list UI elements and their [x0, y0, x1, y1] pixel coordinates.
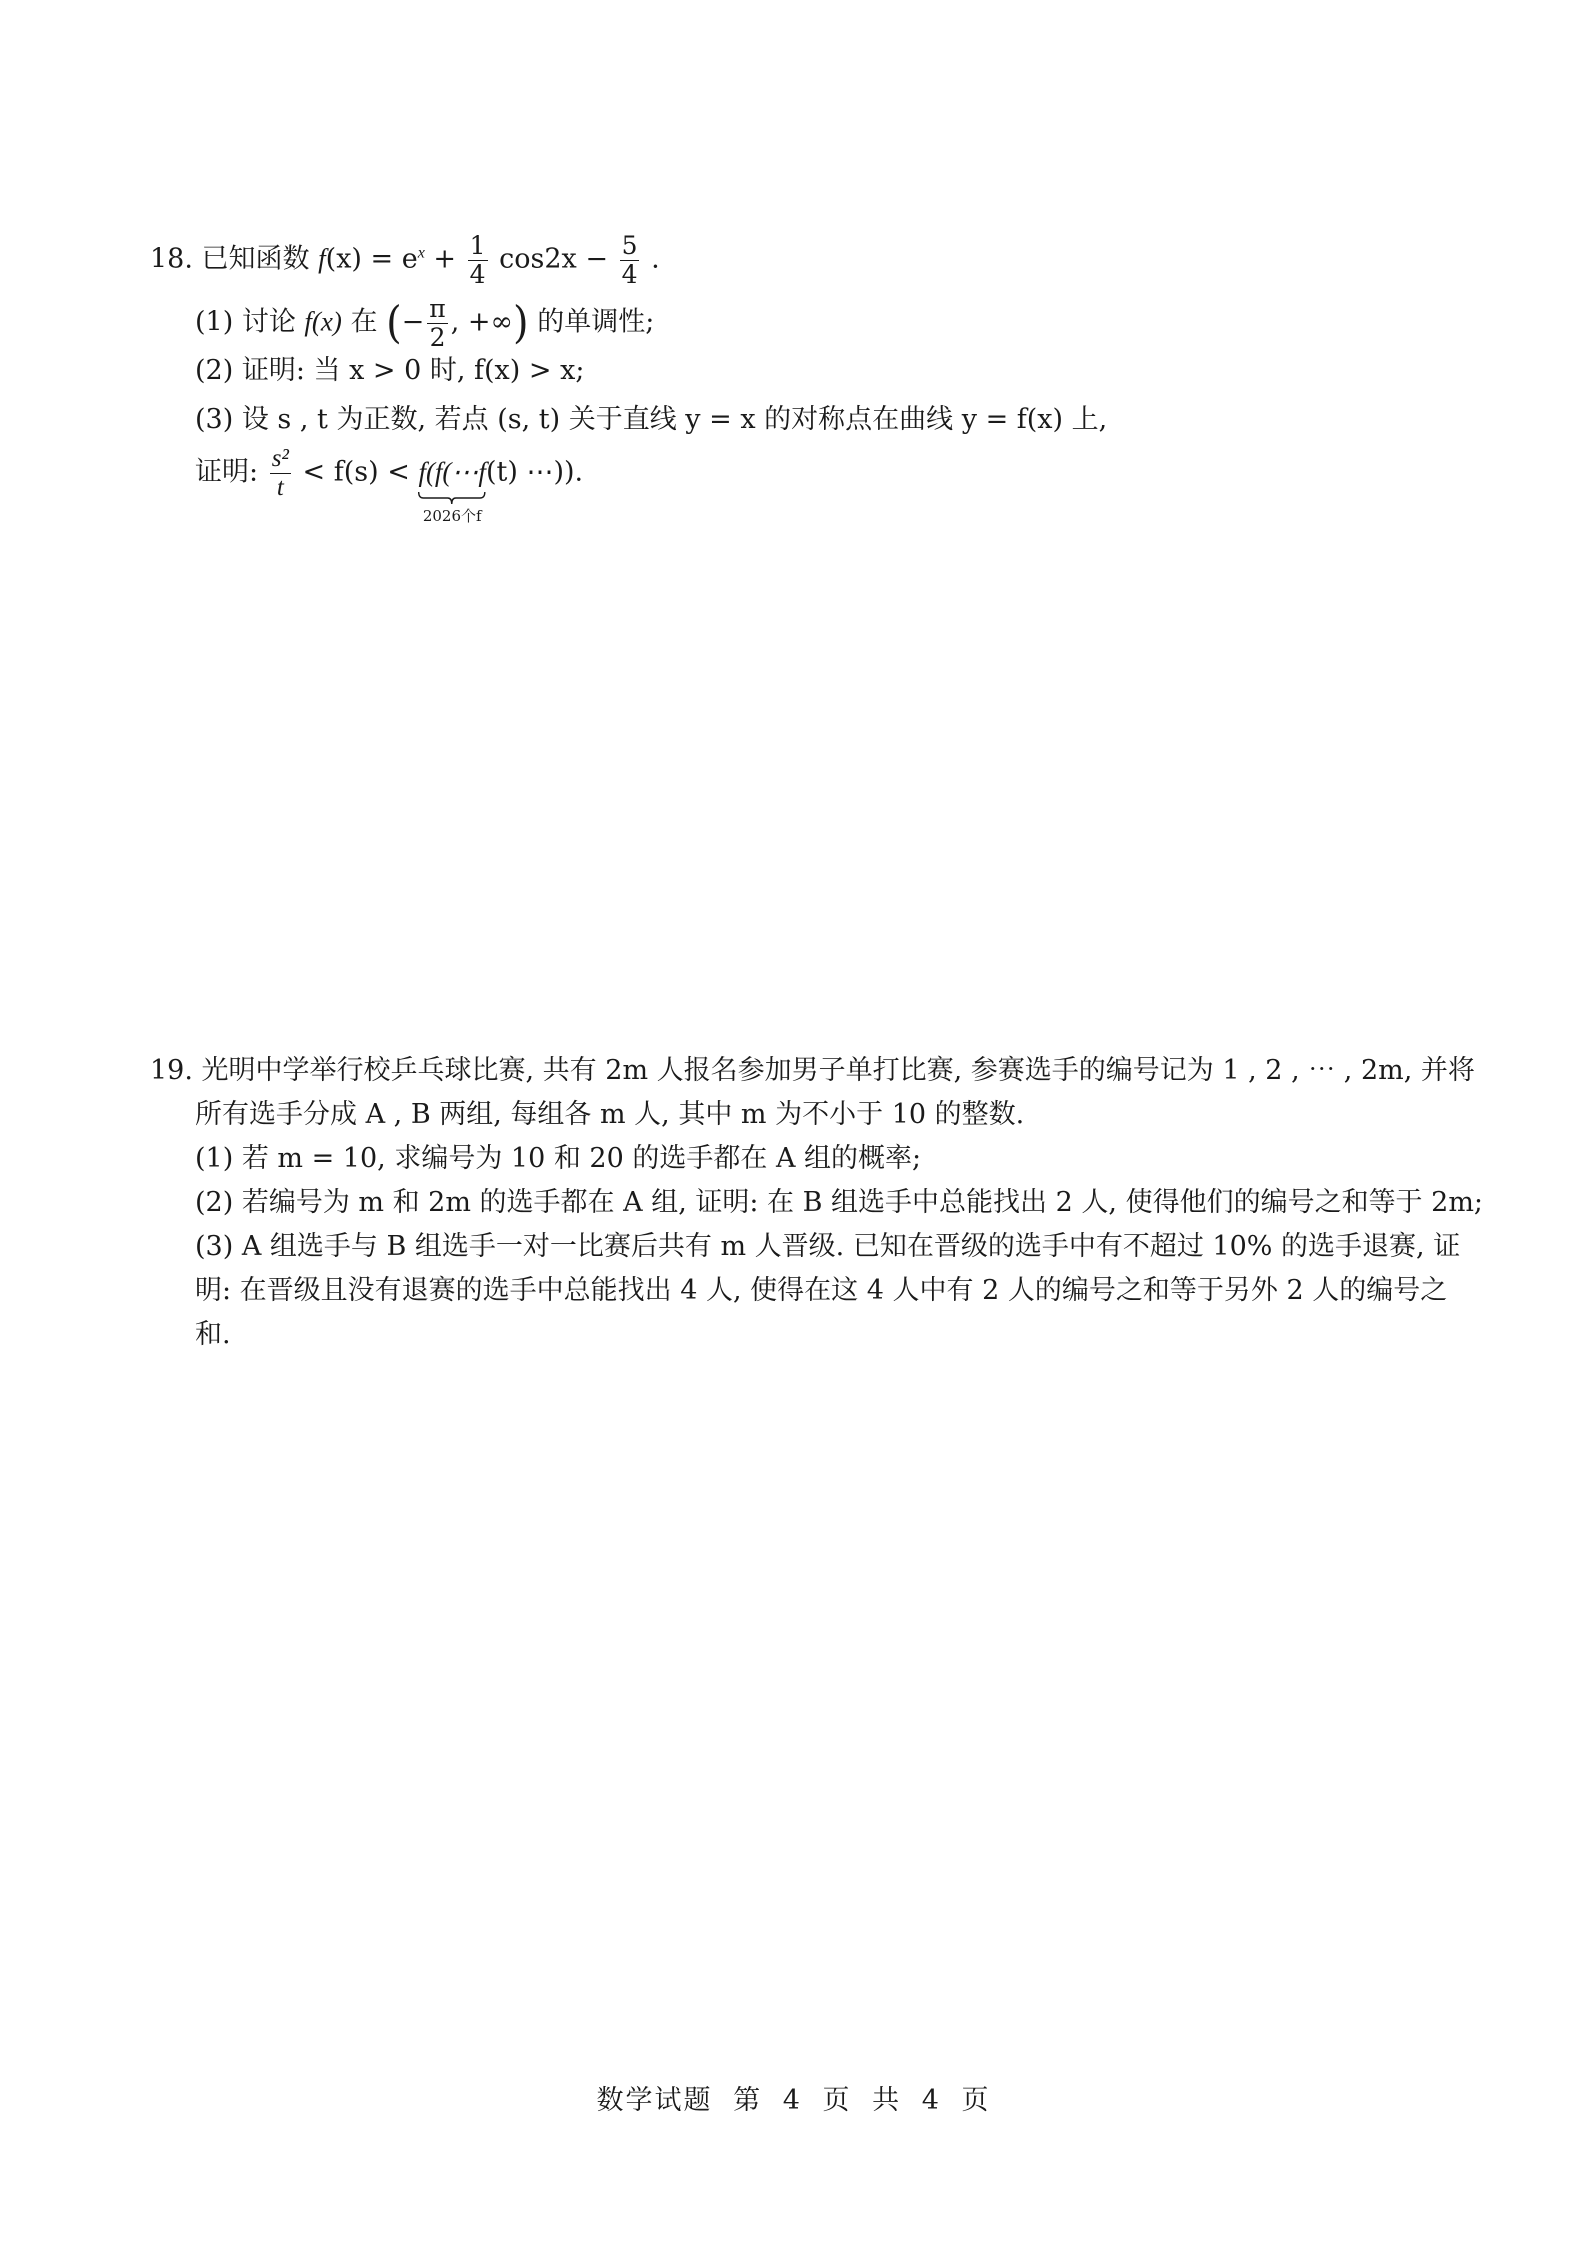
q18-stem-end: .: [651, 243, 660, 275]
q18-p1-fx: f(x): [304, 306, 342, 337]
footer-page-unit: 页: [822, 2085, 852, 2116]
footer-page-prefix: 第: [733, 2085, 763, 2116]
q18-part-3-proof: [195, 445, 584, 525]
q18-stem-fx: f: [318, 243, 326, 274]
q18-p4-frac-den: t: [276, 473, 284, 501]
q18-frac-1: [468, 232, 488, 288]
q18-p1-mid: 在: [341, 306, 387, 338]
q18-p1-prefix: (1) 讨论: [195, 306, 305, 338]
q18-stem-plus: +: [424, 243, 465, 275]
q18-p4-mid: < f(s) <: [302, 456, 419, 488]
q18-p1-suffix: 的单调性;: [528, 306, 655, 338]
q18-stem: [150, 232, 660, 288]
q19-part-3-end: 和.: [195, 1319, 231, 1350]
q18-stem-x: (x) = e: [325, 243, 418, 275]
q18-frac1-num: 1: [469, 231, 486, 260]
q18-p1-right-paren: ): [513, 297, 529, 349]
q18-number: 18.: [150, 243, 193, 275]
q19-part-2: (2) 若编号为 m 和 2m 的选手都在 A 组, 证明: 在 B 组选手中总能找出 2 人, 使得他们的编号之和等于 2m;: [195, 1187, 1484, 1218]
q18-p4-brace-label: 2026个f: [422, 506, 482, 525]
q18-stem-sup: x: [417, 244, 425, 262]
q18-part-3: (3) 设 s , t 为正数, 若点 (s, t) 关于直线 y = x 的对称点在曲线 y = f(x) 上,: [195, 404, 1108, 435]
q18-frac1-den: 4: [469, 259, 486, 289]
q19-part-3: (3) A 组选手与 B 组选手一对一比赛后共有 m 人晋级. 已知在晋级的选手中有不超过 10% 的选手退赛, 证: [195, 1231, 1461, 1262]
q19-part-1: (1) 若 m = 10, 求编号为 10 和 20 的选手都在 A 组的概率;: [195, 1143, 922, 1174]
q18-p4-frac-num: s²: [271, 445, 289, 472]
q18-p1-inf: , +∞: [450, 306, 514, 338]
q18-p4-underbrace: [418, 456, 486, 525]
q18-p1-frac-num: π: [429, 294, 446, 323]
q18-p4-brace-content: f(f(⋯f: [418, 456, 486, 487]
q18-part-1: [195, 295, 654, 351]
q19-line-2: 所有选手分成 A , B 两组, 每组各 m 人, 其中 m 为不小于 10 的整数.: [195, 1099, 1025, 1130]
q18-p4-frac: [270, 445, 291, 501]
q18-p1-frac: [427, 295, 447, 351]
q19-part-3-cont: 明: 在晋级且没有退赛的选手中总能找出 4 人, 使得在这 4 人中有 2 人的编号之和等于另外 2 人的编号之: [195, 1275, 1448, 1306]
q18-stem-cos: cos2x −: [499, 243, 617, 275]
q18-p1-left-paren: (: [386, 297, 402, 349]
underbrace-icon: [418, 491, 486, 505]
q19-line-1: 19. 光明中学举行校乒乓球比赛, 共有 2m 人报名参加男子单打比赛, 参赛选手的编号记为 1 , 2 , ⋯ , 2m, 并将: [150, 1055, 1475, 1086]
footer-subject: 数学试题: [596, 2085, 713, 2116]
q18-p1-minus: −: [401, 306, 425, 338]
footer-total-unit: 页: [961, 2085, 991, 2116]
q18-p4-prefix: 证明:: [195, 456, 267, 488]
footer-total-prefix: 共: [872, 2085, 902, 2116]
q18-frac-2: [620, 232, 640, 288]
q18-stem-prefix: 已知函数: [201, 243, 310, 275]
page-footer: [0, 2078, 1587, 2117]
q18-p4-tail: (t) ⋯)).: [485, 456, 584, 488]
footer-total-num: 4: [921, 2085, 941, 2116]
q18-frac2-den: 4: [621, 259, 638, 289]
q18-p1-frac-den: 2: [429, 322, 446, 352]
q18-part-2: (2) 证明: 当 x > 0 时, f(x) > x;: [195, 355, 585, 386]
footer-page-num: 4: [782, 2085, 802, 2116]
q18-frac2-num: 5: [621, 231, 638, 260]
